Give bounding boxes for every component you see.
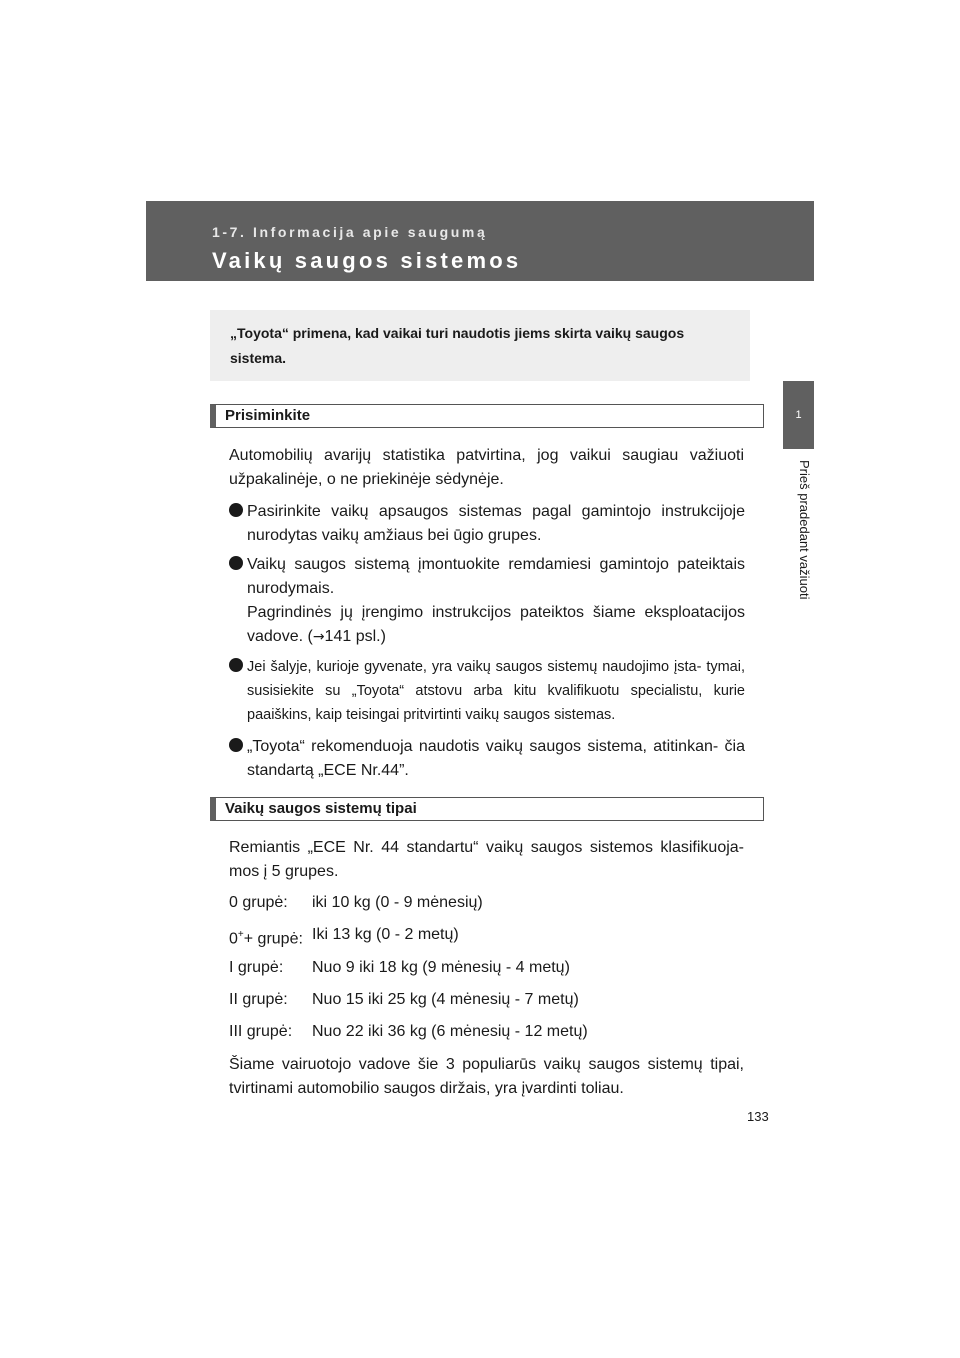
bullet-text: Vaikų saugos sistemą įmontuokite remdamiesi gamintojo pateiktais nurodymais. — [247, 556, 745, 597]
intro-text: „Toyota“ primena, kad vaikai turi naudotis jiems skirta vaikų saugos sistema. — [230, 325, 685, 366]
group-value: Iki 13 kg (0 - 2 metų) — [312, 926, 459, 943]
group-value: Nuo 22 iki 36 kg (6 mėnesių - 12 metų) — [312, 1023, 588, 1040]
group-label: I grupė: — [229, 959, 284, 976]
bullet-item — [229, 553, 745, 649]
bullet-icon — [229, 556, 243, 570]
group-label: III grupė: — [229, 1023, 293, 1040]
closing-paragraph: Šiame vairuotojo vadove šie 3 populiarūs vaikų saugos sistemų tipai, tvirtinami automobilio saugos diržais, yra įvardinti toliau. — [229, 1056, 744, 1097]
page-reference-link[interactable]: 141 psl.) — [324, 628, 386, 645]
bullet-icon — [229, 503, 243, 517]
groups-intro-paragraph: Remiantis „ECE Nr. 44 standartu“ vaikų saugos sistemos klasifikuoja- mos į 5 grupes. — [229, 839, 744, 880]
bullet-text: „Toyota“ rekomenduoja naudotis vaikų saugos sistema, atitinkan- čia standartą „ECE Nr.44”. — [247, 738, 745, 779]
bullet-icon — [229, 738, 243, 752]
chapter-header — [146, 201, 814, 281]
bullet-item — [229, 655, 745, 727]
statistics-paragraph: Automobilių avarijų statistika patvirtina, jog vaikui saugiau važiuoti užpakalinėje, o ne priekinėje sėdynėje. — [229, 447, 744, 488]
bullet-extra-text: Pagrindinės jų įrengimo instrukcijos pateiktos šiame eksploatacijos vadove. (→141 psl.) — [247, 604, 745, 645]
page-title: Vaikų saugos sistemos — [212, 248, 522, 273]
group-value: Nuo 9 iki 18 kg (9 mėnesių - 4 metų) — [312, 959, 570, 976]
chapter-side-label: Prieš pradedant važiuoti — [797, 460, 812, 600]
arrow-right-icon: → — [312, 629, 325, 645]
bullet-item — [229, 735, 745, 783]
group-label: 0 grupė: — [229, 894, 288, 911]
group-label: II grupė: — [229, 991, 288, 1008]
chapter-tab-number: 1 — [795, 409, 802, 421]
section-heading-types: Vaikų saugos sistemų tipai — [210, 797, 764, 821]
group-label: 0++ grupė: — [229, 929, 303, 948]
intro-box — [210, 310, 750, 381]
chapter-tab — [783, 381, 814, 449]
page-number: 133 — [747, 1109, 769, 1124]
bullet-icon — [229, 658, 243, 672]
bullet-text: Jei šalyje, kurioje gyvenate, yra vaikų saugos sistemų naudojimo įsta- tymai, susisiekite su „Toyota“ atstovu arba kitu kvalifikuotu specialistu, kurie paaiškins, kaip teisingai pritvirtinti vaikų saugos sistemas. — [247, 659, 745, 723]
group-value: iki 10 kg (0 - 9 mėnesių) — [312, 894, 483, 911]
bullet-text: Pasirinkite vaikų apsaugos sistemas pagal gamintojo instrukcijoje nurodytas vaikų amžiaus bei ūgio grupes. — [247, 503, 745, 544]
chapter-title: 1-7. Informacija apie saugumą — [212, 224, 488, 240]
bullet-item — [229, 500, 745, 548]
group-value: Nuo 15 iki 25 kg (4 mėnesių - 7 metų) — [312, 991, 579, 1008]
section-heading-remember: Prisiminkite — [210, 404, 764, 428]
